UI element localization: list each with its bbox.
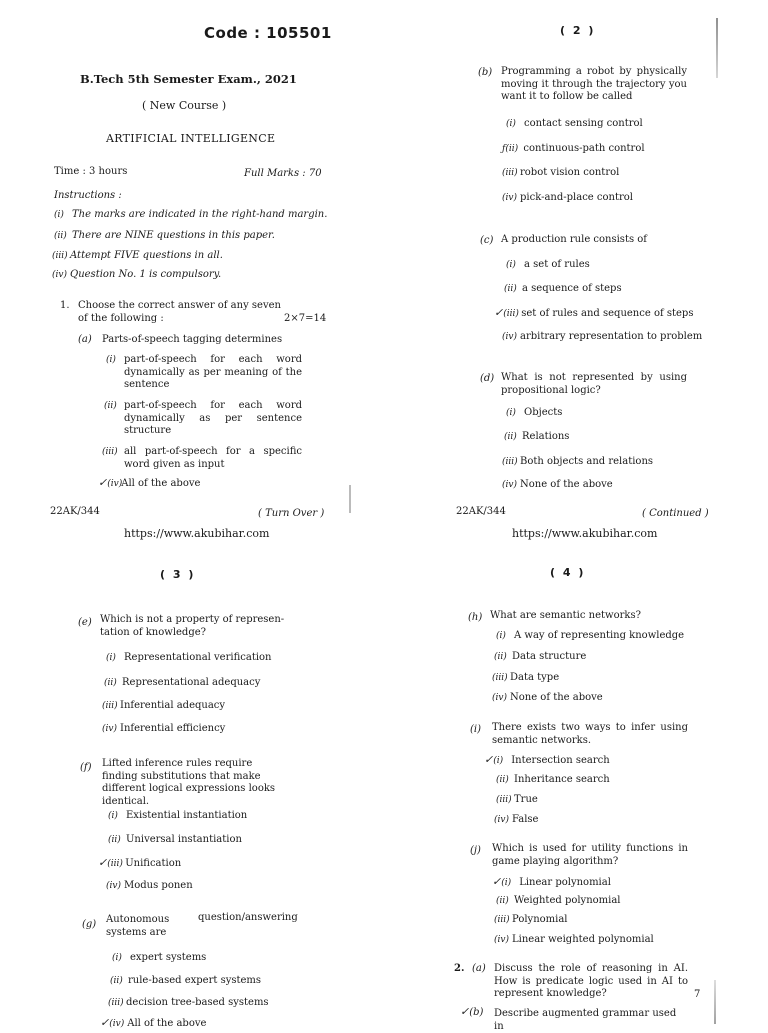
question-g-label: (g) xyxy=(82,919,97,930)
question-e-text: Which is not a property of represen- tation of knowledge? xyxy=(100,614,285,638)
question-g-text-left: Autonomous xyxy=(106,914,170,925)
option-text: arbitrary representation to problem xyxy=(520,331,703,342)
page-3 xyxy=(0,512,384,1029)
question-2-number: 2. xyxy=(454,963,465,974)
option-h-iii xyxy=(492,672,559,685)
page-1 xyxy=(0,0,384,519)
question-2b-label: (b) xyxy=(469,1007,484,1018)
option-num: (iii) xyxy=(502,457,518,467)
option-num: (iii) xyxy=(492,673,508,683)
instruction-num: (ii) xyxy=(54,231,67,241)
instruction-text: The marks are indicated in the right-hand margin. xyxy=(72,209,328,220)
question-j-text: Which is used for utility functions in game playing algorithm? xyxy=(492,843,688,867)
option-text: Representational verification xyxy=(124,652,272,663)
option-a-iv xyxy=(98,477,298,491)
option-text: None of the above xyxy=(510,692,603,703)
option-f-i xyxy=(108,810,247,823)
option-text: A way of representing knowledge xyxy=(514,630,685,641)
course-type: ( New Course ) xyxy=(142,99,227,112)
option-h-i xyxy=(496,630,684,643)
option-b-i xyxy=(506,118,643,131)
question-i-label: (i) xyxy=(470,724,482,735)
option-text: pick-and-place control xyxy=(520,192,633,203)
option-e-iv xyxy=(102,723,225,736)
option-text: Linear polynomial xyxy=(519,877,611,888)
option-d-ii xyxy=(504,431,569,444)
option-num: (iv) xyxy=(494,935,509,945)
option-num: (ii) xyxy=(505,144,519,154)
option-text: Polynomial xyxy=(512,914,568,925)
option-text: Universal instantiation xyxy=(126,834,242,845)
option-g-iv xyxy=(100,1017,206,1031)
instruction-num: (iv) xyxy=(52,270,67,280)
option-num: (ii) xyxy=(494,652,507,662)
option-num: (ii) xyxy=(108,835,121,845)
option-c-iii xyxy=(494,307,693,321)
option-text: Intersection search xyxy=(511,755,610,766)
option-g-iii xyxy=(108,997,269,1010)
option-c-i xyxy=(506,259,590,272)
question-1-number: 1. xyxy=(60,300,70,311)
option-text: Relations xyxy=(522,431,570,442)
option-text: part-of-speech for each word dynamically as per sentence structure xyxy=(124,400,302,436)
option-num: (iv) xyxy=(494,815,509,825)
option-text: decision tree-based systems xyxy=(126,997,269,1008)
source-url: https://www.akubihar.com xyxy=(124,527,270,540)
option-text: robot vision control xyxy=(520,167,620,178)
option-num: (ii) xyxy=(110,976,123,986)
question-c-text: A production rule consists of xyxy=(501,234,647,245)
option-c-ii xyxy=(504,283,622,296)
page-number: ( 2 ) xyxy=(560,24,596,37)
page-4 xyxy=(384,512,768,1032)
page-number: ( 3 ) xyxy=(160,568,196,581)
scan-edge-mark xyxy=(714,980,716,1024)
option-num: (iv) xyxy=(109,1019,125,1029)
footer-note: ( Turn Over ) xyxy=(258,508,325,519)
instruction-text: There are NINE questions in this paper. xyxy=(72,230,275,241)
option-num: (iii) xyxy=(503,309,519,319)
question-f-text: Lifted inference rules require finding substitutions that make different logical expressions looks identical. xyxy=(102,758,276,807)
option-e-ii xyxy=(104,677,260,690)
option-e-iii xyxy=(102,700,225,713)
option-num: (iii) xyxy=(494,915,510,925)
instruction-4 xyxy=(52,269,352,282)
instruction-text: Attempt FIVE questions in all. xyxy=(70,250,223,261)
option-num: (iv) xyxy=(502,332,517,342)
option-num: (iv) xyxy=(106,881,121,891)
option-text: continuous-path control xyxy=(523,143,645,154)
option-text: part-of-speech for each word dynamically as per meaning of the sentence xyxy=(124,354,302,390)
question-j-label: (j) xyxy=(470,845,481,856)
question-1-text xyxy=(78,300,302,325)
option-num: (i) xyxy=(106,653,116,663)
option-i-iii xyxy=(496,794,538,807)
option-text: All of the above xyxy=(121,478,201,489)
option-text: all part-of-speech for a specific word given as input xyxy=(124,446,302,470)
option-j-iii xyxy=(494,914,568,927)
option-num: (ii) xyxy=(504,284,517,294)
option-d-iv xyxy=(502,479,613,492)
option-num: (i) xyxy=(496,631,506,641)
question-a-text: Parts-of-speech tagging determines xyxy=(102,334,283,345)
question-2b-text: Describe augmented grammar used in xyxy=(494,1008,677,1032)
option-text: True xyxy=(514,794,538,805)
question-b-label: (b) xyxy=(478,67,493,78)
instruction-1 xyxy=(54,209,354,222)
option-h-ii xyxy=(494,651,586,664)
question-1-line-2: of the following : xyxy=(78,312,164,324)
answer-tick-icon: ✓ xyxy=(492,875,502,888)
answer-tick-icon: ƒ xyxy=(502,144,506,154)
option-num: (ii) xyxy=(504,432,517,442)
option-text: a sequence of steps xyxy=(522,283,622,294)
option-a-iii xyxy=(102,446,302,471)
option-text: None of the above xyxy=(520,479,613,490)
option-f-iii xyxy=(98,857,181,871)
scan-edge-mark xyxy=(716,18,718,78)
question-2a-marks: 7 xyxy=(694,989,701,1000)
option-text: Both objects and relations xyxy=(520,456,654,467)
option-text: All of the above xyxy=(127,1018,207,1029)
option-g-ii xyxy=(110,975,261,988)
option-a-ii xyxy=(104,400,302,438)
option-num: (iv) xyxy=(492,693,507,703)
option-num: (ii) xyxy=(104,401,117,411)
option-h-iv xyxy=(492,692,603,705)
option-f-iv xyxy=(106,880,193,893)
option-text: False xyxy=(512,814,539,825)
footer-code: 22AK/344 xyxy=(456,506,506,517)
option-i-iv xyxy=(494,814,538,827)
page-number: ( 4 ) xyxy=(550,566,586,579)
option-num: (i) xyxy=(106,355,116,365)
question-1-line-1: Choose the correct answer of any seven xyxy=(78,300,281,311)
answer-tick-icon: ✓ xyxy=(98,856,108,869)
option-num: (iii) xyxy=(108,998,124,1008)
option-text: Inferential adequacy xyxy=(120,700,226,711)
option-text: Data type xyxy=(510,672,560,683)
paper-code: Code : 105501 xyxy=(204,24,332,42)
page-2 xyxy=(384,0,768,519)
option-text: Linear weighted polynomial xyxy=(512,934,654,945)
option-f-ii xyxy=(108,834,242,847)
question-2a-label: (a) xyxy=(472,963,486,974)
instructions-heading: Instructions : xyxy=(54,190,122,201)
footer-code: 22AK/344 xyxy=(50,506,100,517)
instruction-3 xyxy=(52,250,352,263)
option-d-i xyxy=(506,407,562,420)
answer-tick-icon: ✓ xyxy=(98,476,108,489)
option-num: (i) xyxy=(108,811,118,821)
instruction-num: (i) xyxy=(54,210,64,220)
option-text: a set of rules xyxy=(524,259,590,270)
instruction-text: Question No. 1 is compulsory. xyxy=(70,269,222,280)
question-i-text: There exists two ways to infer using semantic networks. xyxy=(492,722,688,746)
option-text: Unification xyxy=(125,858,182,869)
option-num: (iv) xyxy=(502,480,517,490)
question-f-label: (f) xyxy=(80,762,92,773)
option-text: Objects xyxy=(524,407,563,418)
option-num: (i) xyxy=(506,260,516,270)
exam-duration: Time : 3 hours xyxy=(54,166,128,177)
option-b-iv xyxy=(502,192,633,205)
instruction-2 xyxy=(54,230,354,243)
option-num: (ii) xyxy=(496,775,509,785)
option-text: Inferential efficiency xyxy=(120,723,226,734)
option-num: (ii) xyxy=(496,896,509,906)
option-text: set of rules and sequence of steps xyxy=(521,308,694,319)
scan-mark xyxy=(349,485,351,513)
option-g-i xyxy=(112,952,206,965)
option-c-iv xyxy=(502,331,702,344)
source-url: https://www.akubihar.com xyxy=(512,527,658,540)
option-text: Modus ponen xyxy=(124,880,193,891)
option-b-ii xyxy=(502,143,645,156)
answer-tick-icon: ✓ xyxy=(460,1005,470,1018)
question-d-text: What is not represented by using propositional logic? xyxy=(501,372,687,396)
option-num: (i) xyxy=(501,878,512,888)
question-d-label: (d) xyxy=(480,373,495,384)
option-b-iii xyxy=(502,167,619,180)
exam-title: B.Tech 5th Semester Exam., 2021 xyxy=(80,72,297,86)
option-num: (iv) xyxy=(102,724,117,734)
option-e-i xyxy=(106,652,272,665)
option-j-i xyxy=(492,876,611,890)
instruction-num: (iii) xyxy=(52,251,68,261)
option-num: (iii) xyxy=(102,447,118,457)
question-c-label: (c) xyxy=(480,235,494,246)
question-h-label: (h) xyxy=(468,612,483,623)
question-2b-marker xyxy=(460,1006,483,1020)
answer-tick-icon: ✓ xyxy=(484,753,494,766)
question-2a-text: Discuss the role of reasoning in AI. How is predicate logic used in AI to represent knowledge? xyxy=(494,963,688,999)
option-text: rule-based expert systems xyxy=(128,975,262,986)
option-d-iii xyxy=(502,456,653,469)
full-marks: Full Marks : 70 xyxy=(244,168,322,179)
option-j-iv xyxy=(494,934,654,947)
option-i-ii xyxy=(496,774,610,787)
question-a-label: (a) xyxy=(78,334,92,345)
answer-tick-icon: ✓ xyxy=(100,1016,110,1029)
option-i-i xyxy=(484,754,610,768)
footer-note: ( Continued ) xyxy=(642,508,709,519)
option-text: Inheritance search xyxy=(514,774,610,785)
option-text: Existential instantiation xyxy=(126,810,248,821)
question-1-marks: 2×7=14 xyxy=(284,313,327,324)
option-num: (ii) xyxy=(104,678,117,688)
question-e-label: (e) xyxy=(78,617,92,628)
option-num: (iii) xyxy=(107,859,123,869)
option-num: (iv) xyxy=(107,479,123,489)
option-j-ii xyxy=(496,895,621,908)
option-text: Data structure xyxy=(512,651,587,662)
subject-title: ARTIFICIAL INTELLIGENCE xyxy=(106,132,276,145)
option-num: (iii) xyxy=(102,701,118,711)
option-text: expert systems xyxy=(130,952,207,963)
question-h-text: What are semantic networks? xyxy=(490,610,641,621)
option-text: contact sensing control xyxy=(524,118,643,129)
option-num: (iv) xyxy=(502,193,517,203)
question-g-text-right: question/answering xyxy=(198,912,298,923)
option-num: (i) xyxy=(493,756,504,766)
option-text: Weighted polynomial xyxy=(514,895,621,906)
option-num: (iii) xyxy=(496,795,512,805)
option-num: (i) xyxy=(506,408,516,418)
option-num: (iii) xyxy=(502,168,518,178)
option-num: (i) xyxy=(506,119,516,129)
question-g-text-line-2: systems are xyxy=(106,927,167,938)
question-b-text: Programming a robot by physically moving it through the trajectory you want it to follow be called xyxy=(501,66,687,102)
option-a-i xyxy=(106,354,302,392)
option-text: Representational adequacy xyxy=(122,677,261,688)
option-num: (i) xyxy=(112,953,122,963)
answer-tick-icon: ✓ xyxy=(494,306,504,319)
